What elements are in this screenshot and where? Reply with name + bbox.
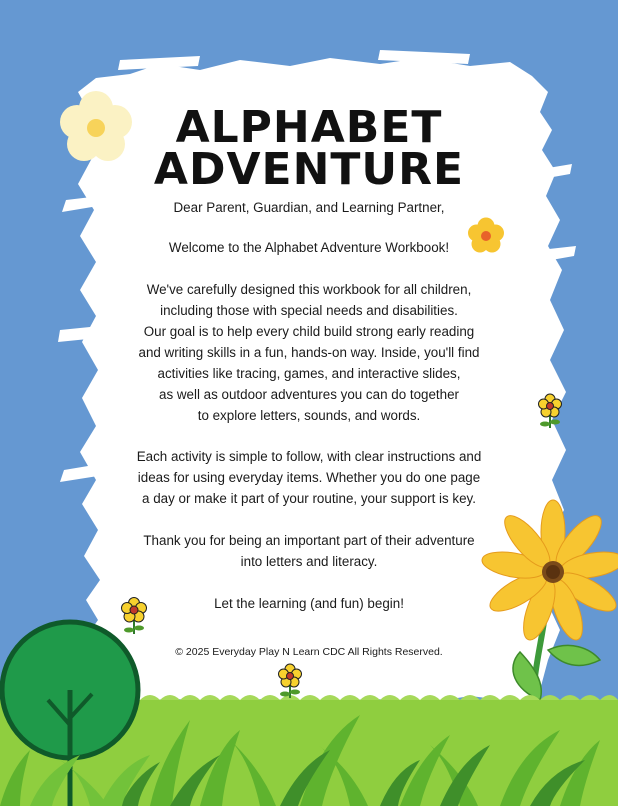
paragraph3-line: into letters and literacy. — [240, 554, 378, 569]
paragraph3-line: Thank you for being an important part of their adventure — [143, 533, 475, 548]
brush-streak — [378, 50, 470, 64]
paragraph1-line: We've carefully designed this workbook for all children, — [146, 282, 472, 297]
copyright: © 2025 Everyday Play N Learn CDC All Rights Reserved. — [175, 646, 443, 658]
paragraph1-line: activities like tracing, games, and interactive slides, — [157, 366, 461, 381]
paragraph1-line: and writing skills in a fun, hands-on way. Inside, you'll find — [138, 345, 480, 360]
paragraph1-line: to explore letters, sounds, and words. — [197, 408, 421, 423]
paragraph2-line: a day or make it part of your routine, your support is key. — [142, 491, 476, 506]
paragraph2-line: Each activity is simple to follow, with clear instructions and — [136, 449, 482, 464]
paragraph1-line: Our goal is to help every child build strong early reading — [143, 324, 475, 339]
title-line-2: ADVENTURE — [153, 144, 465, 195]
title-line-1: ALPHABET — [175, 102, 443, 153]
paragraph1-line: as well as outdoor adventures you can do together — [159, 387, 459, 402]
paragraph1-line: including those with special needs and disabilities. — [160, 303, 458, 318]
closing-line: Let the learning (and fun) begin! — [214, 596, 404, 611]
paragraph2-line: ideas for using everyday items. Whether you do one page — [137, 470, 481, 485]
brush-streak — [118, 56, 200, 70]
welcome-line: Welcome to the Alphabet Adventure Workbook! — [168, 240, 450, 255]
salutation: Dear Parent, Guardian, and Learning Partner, — [173, 200, 445, 215]
